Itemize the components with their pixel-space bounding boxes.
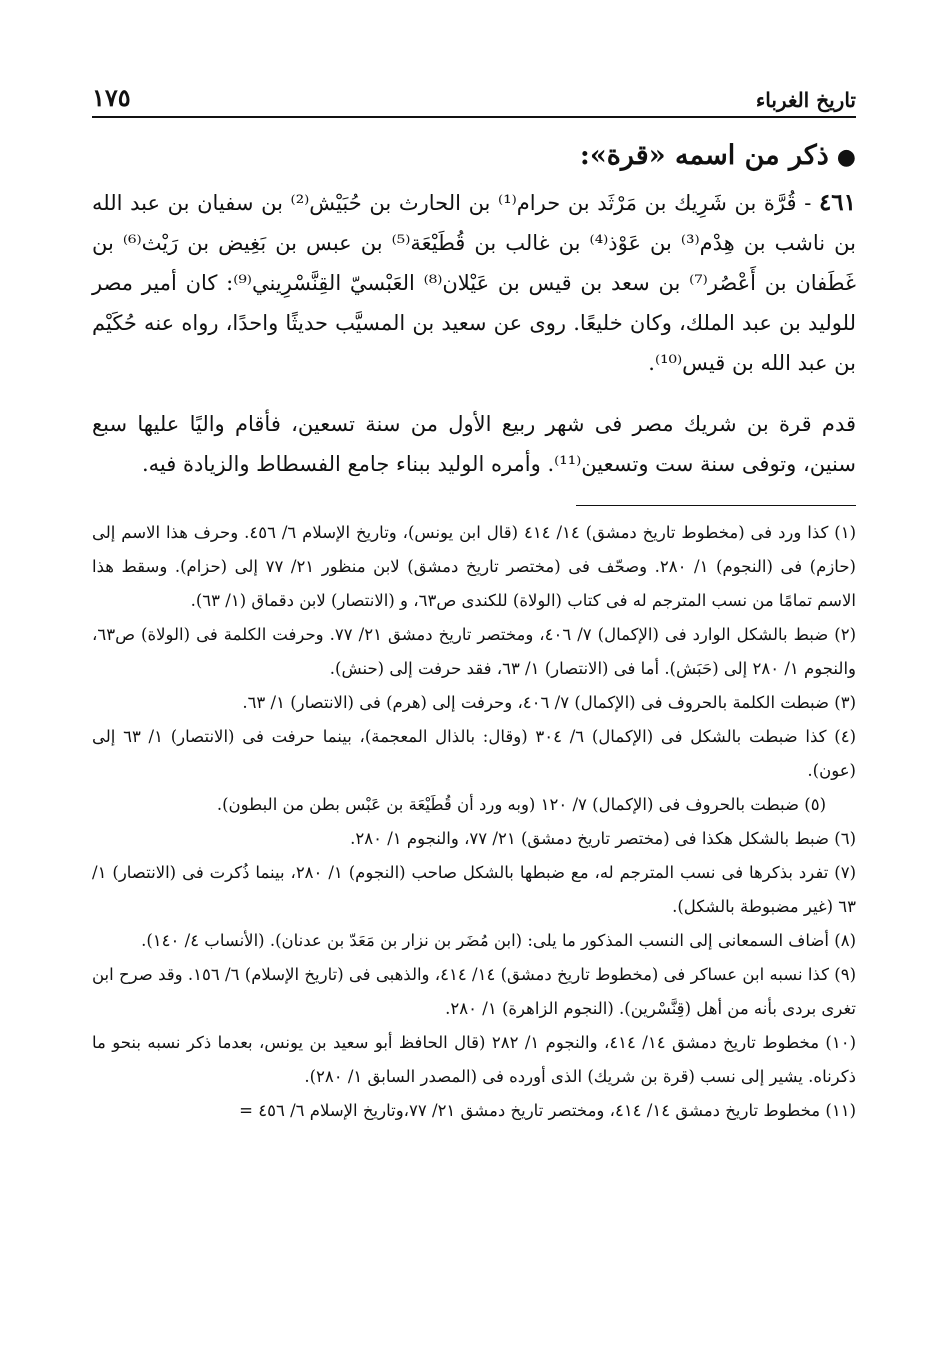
running-title: تاريخ الغرباء	[755, 88, 856, 112]
biography-entry	[92, 183, 856, 383]
page-number: ١٧٥	[92, 83, 131, 112]
footnote: (١١) مخطوط تاريخ دمشق ١٤/ ٤١٤، ومختصر تاريخ دمشق ٢١/ ٧٧،وتاريخ الإسلام ٦/ ٤٥٦ =	[239, 1101, 856, 1120]
page-header	[92, 78, 856, 118]
footnote: (١٠) مخطوط تاريخ دمشق ١٤/ ٤١٤، والنجوم ١/ ٢٨٢ (قال الحافظ أبو سعيد بن يونس، بعدما ذكر نسبه بنحو ما ذكرناه. يشير إلى نسب (قرة بن شريك) الذى أورده فى (المصدر السابق ١/ ٢٨٠).	[92, 1033, 857, 1086]
bullet-icon: ●	[836, 144, 856, 170]
entry-number: ٤٦١	[818, 189, 856, 216]
footnote-divider	[576, 505, 856, 506]
section-heading	[92, 136, 856, 177]
footnote: (٥) ضبطت بالحروف فى (الإكمال) ٧/ ١٢٠ (وبه ورد أن قُطَيْعَة بن عَبْس بطن من البطون).	[216, 795, 826, 814]
footnotes	[92, 516, 856, 1128]
section-heading-text: ذكر من اسمه «قرة»:	[579, 140, 829, 171]
body-paragraph: قدم قرة بن شريك مصر فى شهر ربيع الأول من سنة تسعين، فأقام واليًا عليها سبع سنين، وتوفى سنة ست وتسعين⁽¹¹⁾. وأمره الوليد ببناء جامع الفسطاط والزيادة فيه.	[92, 412, 856, 476]
book-page	[92, 78, 856, 1128]
footnote: (٧) تفرد بذكرها فى نسب المترجم له، مع ضبطها بالشكل صاحب (النجوم) ١/ ٢٨٠، بينما ذُكرت فى (الانتصار) ١/ ٦٣ (غير مضبوطة بالشكل).	[92, 863, 856, 916]
footnote: (٢) ضبط بالشكل الوارد فى (الإكمال) ٧/ ٤٠٦، ومختصر تاريخ دمشق ٢١/ ٧٧. وحرفت الكلمة فى (الولاة) ص٦٣، والنجوم ١/ ٢٨٠ إلى (حَبَش). أما فى (الانتصار) ١/ ٦٣، فقد حرفت إلى (حنش).	[92, 625, 856, 678]
footnote: (١) كذا ورد فى (مخطوط تاريخ دمشق) ١٤/ ٤١٤ (قال ابن يونس)، وتاريخ الإسلام ٦/ ٤٥٦. وحرف هذا الاسم إلى (حازم) فى (النجوم) ١/ ٢٨٠. وصحّف فى (مختصر تاريخ دمشق) لابن منظور ٢١/ ٧٧ إلى (حزام). وسقط هذا الاسم تمامًا من نسب المترجم له فى كتاب (الولاة) للكندى ص٦٣، و (الانتصار) لابن دقماق (١/ ٦٣).	[92, 523, 857, 610]
footnote: (٦) ضبط بالشكل هكذا فى (مختصر تاريخ دمشق) ٢١/ ٧٧، والنجوم ١/ ٢٨٠.	[350, 829, 856, 848]
entry-text: - قُرَّة بن شَرِيك بن مَرْثَد بن حرام⁽¹⁾ بن الحارث بن حُبَيْش⁽²⁾ بن سفيان بن عبد الله بن ناشب بن هِدْم⁽³⁾ بن عَوْذ⁽⁴⁾ بن غالب بن قُطَيْعَة⁽⁵⁾ بن عبس بن بَغِيض بن رَيْث⁽⁶⁾ بن غَطَفان بن أَعْصُر⁽⁷⁾ بن سعد بن قيس بن عَيْلان⁽⁸⁾ العَبْسيّ القِنَّسْرِيني⁽⁹⁾: كان أمير مصر للوليد بن عبد الملك، وكان خليعًا. روى عن سعيد بن المسيَّب حديثًا واحدًا، رواه عنه حُكَيْم بن عبد الله بن قيس⁽¹⁰⁾.	[92, 191, 856, 375]
footnote: (٨) أضاف السمعانى إلى النسب المذكور ما يلى: (ابن مُضَر بن نزار بن مَعَدّ بن عدنان). (الأنساب ٤/ ١٤٠).	[141, 931, 856, 950]
footnote: (٣) ضبطت الكلمة بالحروف فى (الإكمال) ٧/ ٤٠٦، وحرفت إلى (هرم) فى (الانتصار) ١/ ٦٣.	[242, 693, 856, 712]
footnote: (٤) كذا ضبطت بالشكل فى (الإكمال) ٦/ ٣٠٤ (وقال: بالذال المعجمة)، بينما حرفت فى (الانتصار) ١/ ٦٣ إلى (عون).	[92, 727, 856, 780]
footnote: (٩) كذا نسبه ابن عساكر فى (مخطوط تاريخ دمشق) ١٤/ ٤١٤، والذهبى فى (تاريخ الإسلام) ٦/ ١٥٦. وقد صرح ابن تغرى بردى بأنه من أهل (قِنَّسْرين). (النجوم الزاهرة) ١/ ٢٨٠.	[92, 965, 857, 1018]
